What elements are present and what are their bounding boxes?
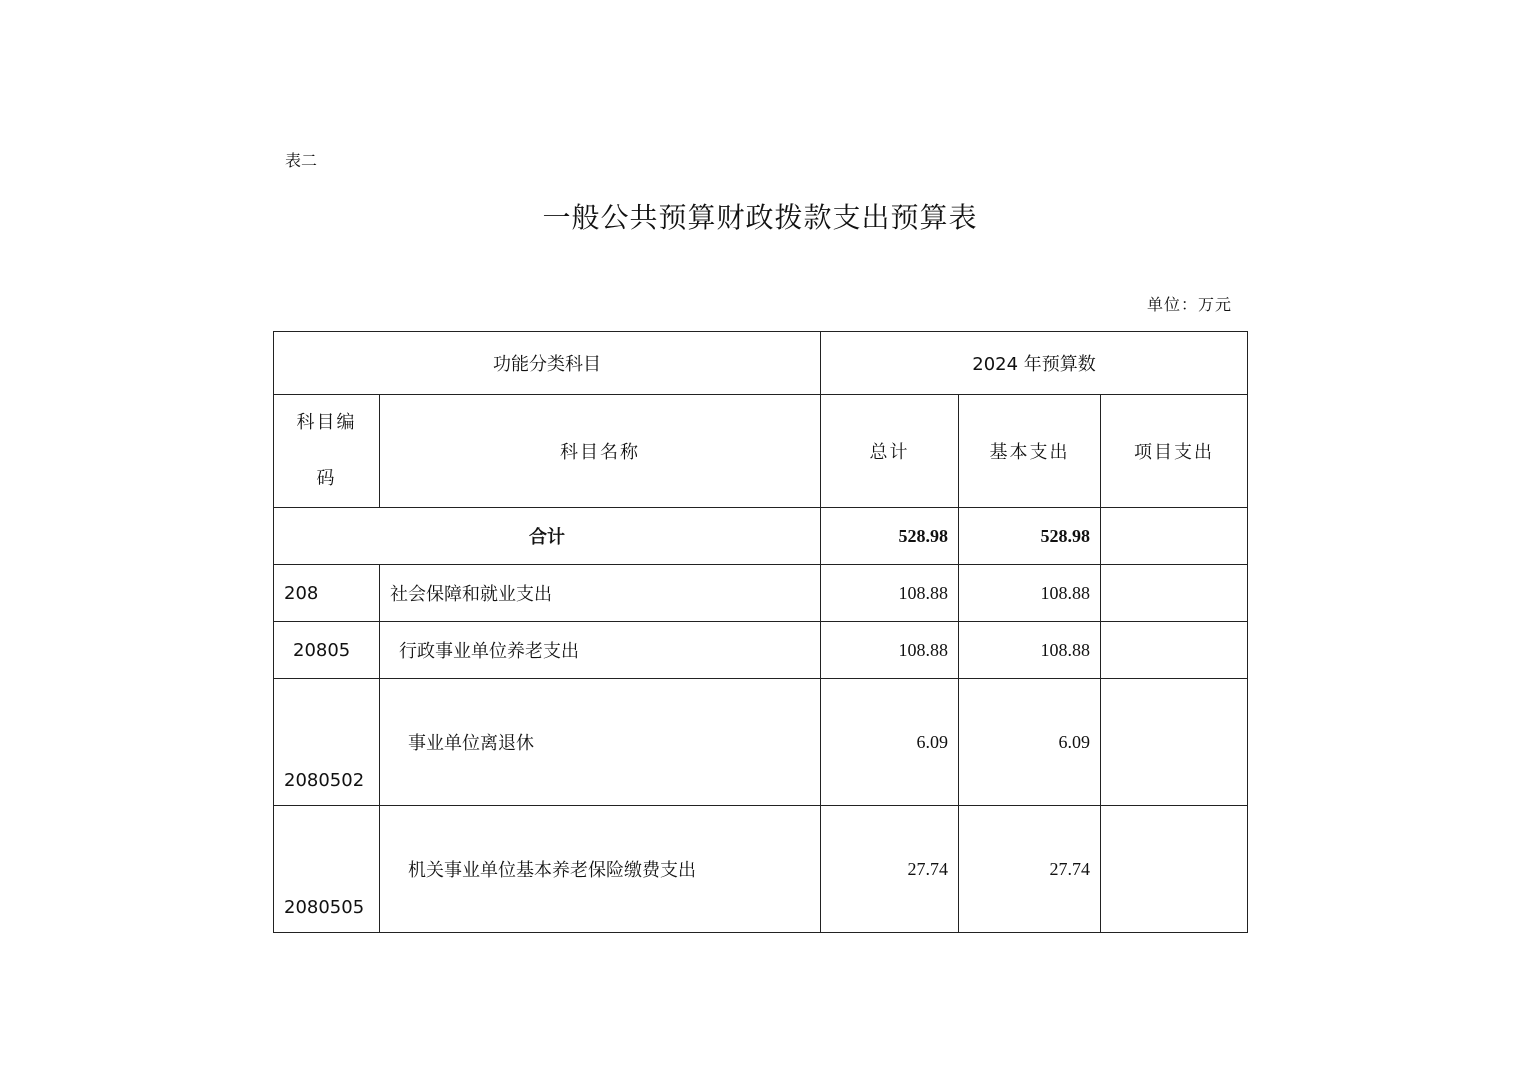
header-basic-expenditure: 基本支出	[959, 395, 1101, 508]
total-total-cell: 528.98	[821, 508, 959, 565]
subject-name-cell: 事业单位离退休	[380, 679, 821, 806]
table-label: 表二	[285, 151, 318, 170]
table-row	[274, 565, 1248, 622]
header-total: 总计	[821, 395, 959, 508]
budget-table	[273, 331, 1248, 933]
subject-name-cell: 社会保障和就业支出	[380, 565, 821, 622]
total-label: 合计	[274, 508, 821, 565]
header-budget-year: 2024 年预算数	[821, 332, 1248, 395]
total-row	[274, 508, 1248, 565]
header-row-group	[274, 332, 1248, 395]
unit-label: 单位：万元	[1147, 295, 1233, 314]
subject-name-cell: 行政事业单位养老支出	[380, 622, 821, 679]
total-cell: 108.88	[821, 622, 959, 679]
project-cell	[1101, 806, 1248, 933]
header-row-columns	[274, 395, 1248, 508]
header-project-expenditure: 项目支出	[1101, 395, 1248, 508]
subject-code-cell: 208	[274, 565, 380, 622]
header-subject-code-line1: 科目编	[296, 412, 357, 433]
project-cell	[1101, 565, 1248, 622]
total-cell: 108.88	[821, 565, 959, 622]
total-project-cell	[1101, 508, 1248, 565]
header-subject-code-line2: 码	[316, 468, 337, 489]
header-functional-classification: 功能分类科目	[274, 332, 821, 395]
header-subject-code	[274, 395, 380, 508]
header-subject-name: 科目名称	[380, 395, 821, 508]
subject-code-cell: 2080505	[274, 806, 380, 933]
total-cell: 6.09	[821, 679, 959, 806]
total-basic-cell: 528.98	[959, 508, 1101, 565]
subject-code-cell: 20805	[274, 622, 380, 679]
table-row	[274, 806, 1248, 933]
project-cell	[1101, 679, 1248, 806]
basic-cell: 108.88	[959, 622, 1101, 679]
table-row	[274, 679, 1248, 806]
table-row	[274, 622, 1248, 679]
basic-cell: 108.88	[959, 565, 1101, 622]
subject-code-cell: 2080502	[274, 679, 380, 806]
total-cell: 27.74	[821, 806, 959, 933]
project-cell	[1101, 622, 1248, 679]
basic-cell: 27.74	[959, 806, 1101, 933]
subject-name-cell: 机关事业单位基本养老保险缴费支出	[380, 806, 821, 933]
document-title: 一般公共预算财政拨款支出预算表	[542, 201, 978, 234]
basic-cell: 6.09	[959, 679, 1101, 806]
